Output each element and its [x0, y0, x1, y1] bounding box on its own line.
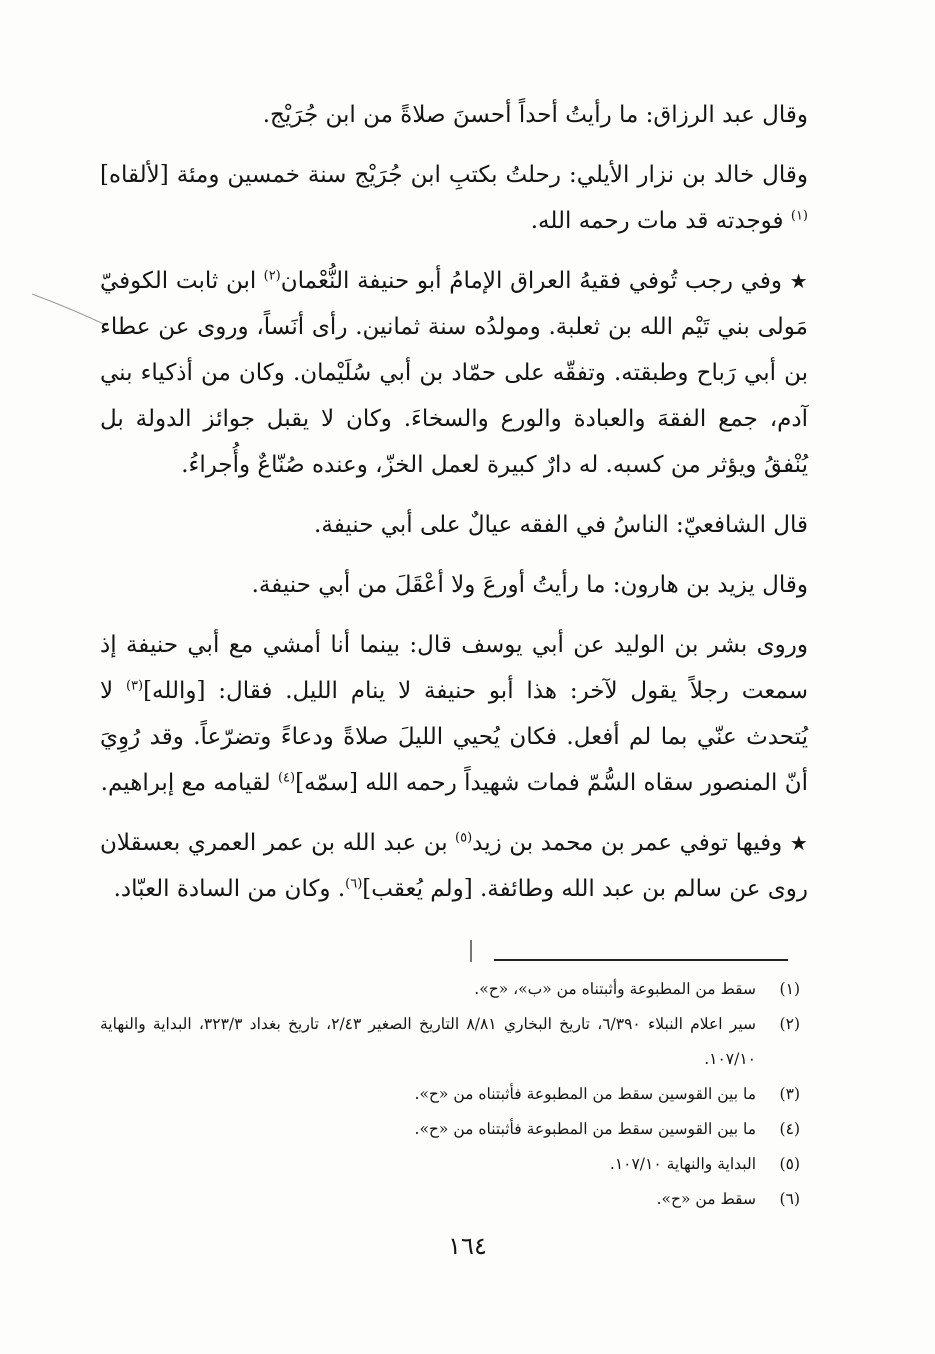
- paragraph-text: فوجدته قد مات رحمه الله.: [530, 208, 791, 234]
- paragraph-khalid-ibn-nizar: [100, 152, 808, 244]
- page-number: ١٦٤: [448, 1232, 487, 1260]
- star-icon: ★: [789, 831, 808, 855]
- margin-pencil-mark: [470, 940, 472, 962]
- footnote-number: (٣): [779, 1085, 800, 1103]
- footnote-ref[interactable]: (٣): [125, 678, 144, 694]
- footnote-number: (١): [779, 980, 800, 998]
- paragraph-text: قال الشافعيّ: الناسُ في الفقه عيالٌ على أبي حنيفة.: [314, 512, 808, 538]
- footnote-item: [100, 1112, 800, 1147]
- paragraph-abd-al-razzaq: [100, 92, 808, 138]
- margin-pencil-mark: [30, 290, 110, 330]
- paragraph-text: لقيامه مع إبراهيم.: [100, 770, 278, 796]
- star-icon: ★: [789, 269, 808, 293]
- footnote-item: [100, 1147, 800, 1182]
- paragraph-text: وفيها توفي عمر بن محمد بن زيد: [472, 830, 790, 856]
- paragraph-umar-ibn-muhammad: [100, 820, 808, 912]
- footnote-number: (٦): [779, 1190, 800, 1208]
- paragraph-text: وفي رجب تُوفي فقيهُ العراق الإمامُ أبو حنيفة النُّعْمان: [280, 268, 790, 294]
- footnote-text: سقط من المطبوعة وأثبتناه من «ب»، «ح».: [474, 980, 756, 998]
- footnote-divider: [494, 959, 788, 961]
- footnote-ref[interactable]: (٢): [263, 268, 281, 284]
- main-text: [100, 92, 808, 926]
- paragraph-bishr-ibn-al-walid: [100, 622, 808, 806]
- paragraph-text: . وكان من السادة العبّاد.: [113, 876, 346, 902]
- paragraph-al-shafii: [100, 502, 808, 548]
- paragraph-text: ابن ثابت الكوفيّ مَولى بني تَيْم الله بن ثعلبة. ومولدُه سنة ثمانين. رأى أنَساً، وروى عن عطاء بن أبي رَباح وطبقته. وتفقّه على حمّاد بن أبي سُلَيْمان. وكان من أذكياء بني آدم، جمع الفقهَ والعبادة والورع والسخاءَ. وكان لا يقبل جوائز الدولة بل يُنْفقُ ويؤثر من كسبه. له دارٌ كبيرة لعمل الخزّ، وعنده صُنّاعٌ وأُجراءُ.: [100, 268, 808, 478]
- footnote-text: ما بين القوسين سقط من المطبوعة فأثبتناه من «ح».: [414, 1120, 756, 1138]
- paragraph-text: وقال خالد بن نزار الأيلي: رحلتُ بكتبِ ابن جُرَيْج سنة خمسين ومئة [لألقاه]: [100, 162, 808, 188]
- footnote-ref[interactable]: (٦): [345, 876, 363, 892]
- footnote-item: [100, 1007, 800, 1077]
- footnote-text: سير اعلام النبلاء ٦/٣٩٠، تاريخ البخاري ٨/٨١ التاريخ الصغير ٢/٤٣، تاريخ بغداد ٣٢٣/٣، البداية والنهاية ١٠٧/١٠.: [100, 1015, 756, 1068]
- paragraph-text: وقال يزيد بن هارون: ما رأيتُ أورعَ ولا أعْقَلَ من أبي حنيفة.: [251, 572, 808, 598]
- footnote-number: (٢): [779, 1015, 800, 1033]
- footnotes: [100, 972, 800, 1217]
- footnote-text: ما بين القوسين سقط من المطبوعة فأثبتناه من «ح».: [414, 1085, 756, 1103]
- footnote-text: سقط من «ح».: [656, 1190, 756, 1208]
- footnote-text: البداية والنهاية ١٠٧/١٠.: [609, 1155, 756, 1173]
- footnote-ref[interactable]: (٥): [455, 830, 473, 846]
- footnote-item: [100, 972, 800, 1007]
- footnote-ref[interactable]: (١): [790, 208, 808, 224]
- footnote-number: (٤): [779, 1120, 800, 1138]
- paragraph-text: وقال عبد الرزاق: ما رأيتُ أحداً أحسنَ صلاةً من ابن جُرَيْج.: [262, 102, 808, 128]
- paragraph-text: وروى بشر بن الوليد عن أبي يوسف قال: بينما أنا أمشي مع أبي حنيفة إذ سمعت رجلاً يقول لآخر: هذا أبو حنيفة لا ينام الليل. فقال: [والله]: [100, 632, 808, 704]
- footnote-number: (٥): [779, 1155, 800, 1173]
- footnote-ref[interactable]: (٤): [277, 770, 296, 786]
- footnote-item: [100, 1077, 800, 1112]
- paragraph-abu-hanifa: [100, 258, 808, 488]
- paragraph-text: بن عبد الله بن عمر العمري بعسقلان روى عن سالم بن عبد الله وطائفة. [ولم يُعقب]: [100, 830, 808, 902]
- footnote-item: [100, 1182, 800, 1217]
- paragraph-text: لا يُتحدث عنّي بما لم أفعل. فكان يُحيي الليلَ صلاةً ودعاءً وتضرّعاً. وقد رُوِيَ أنّ المنصور سقاه السُّمّ فمات شهيداً رحمه الله [سمّه]: [100, 678, 808, 796]
- paragraph-yazid-ibn-harun: [100, 562, 808, 608]
